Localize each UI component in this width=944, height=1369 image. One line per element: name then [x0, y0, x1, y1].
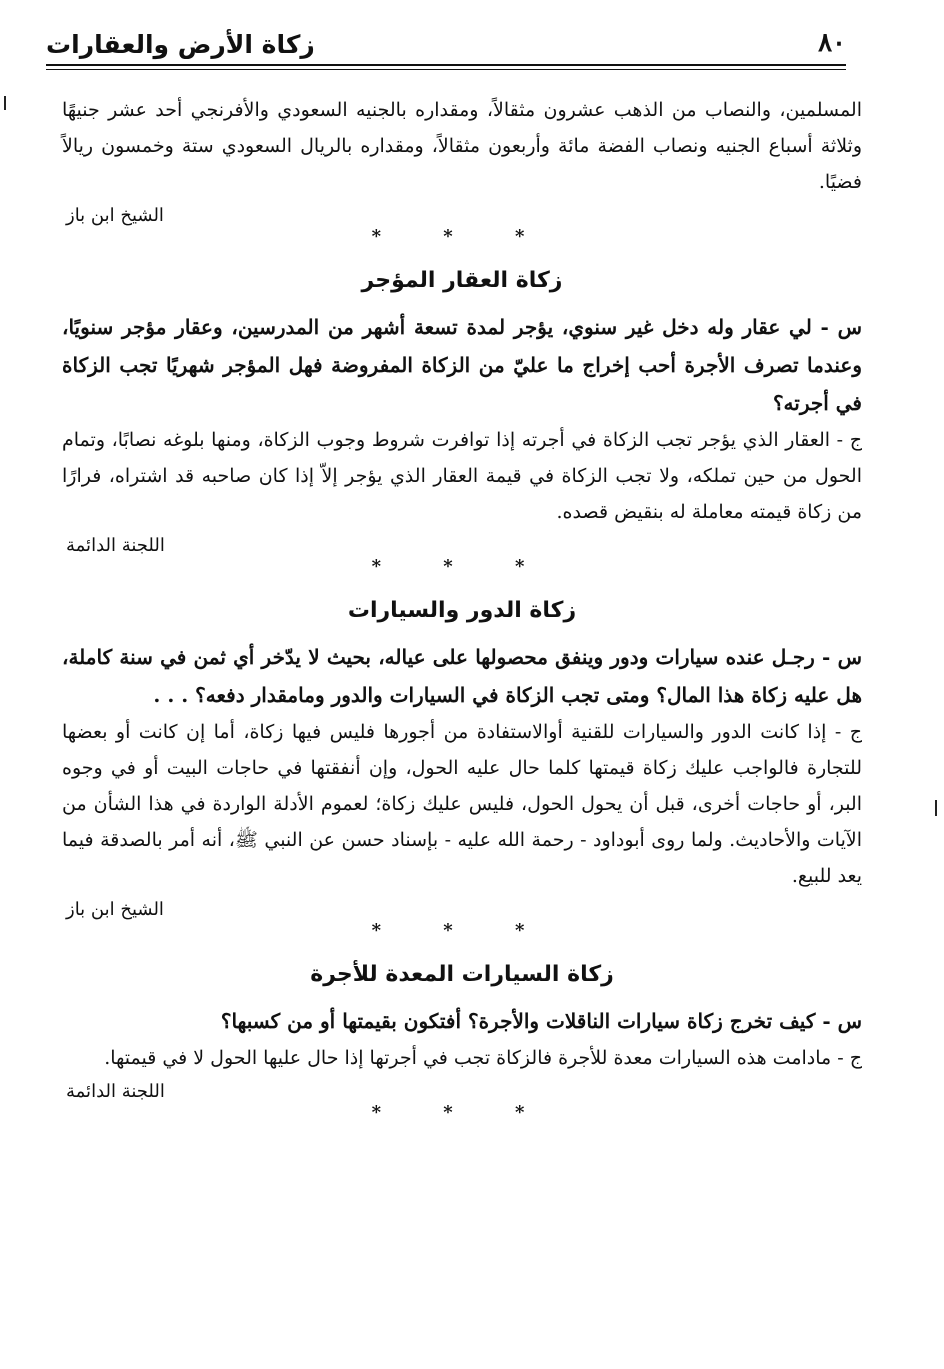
section-heading: زكاة الدور والسيارات: [347, 598, 577, 623]
answer-text: ج - العقار الذي يؤجر تجب الزكاة في أجرته إذا توافرت شروط وجوب الزكاة، ومنها بلوغه نصابًا، وتمام الحول من حين تملكه، ولا تجب الزكاة في قيمة العقار الذي يؤجر إلاّ إذا كان صاحبه قد اشتراه، فرارًا من زكاة قيمته معاملة له بنقيض قصده.: [62, 429, 862, 523]
scan-margin-mark: [935, 800, 937, 816]
scan-margin-mark: [4, 96, 6, 110]
page-body: [62, 92, 862, 1136]
answer-text: المسلمين، والنصاب من الذهب عشرون مثقالاً، ومقداره بالجنيه السعودي والأفرنجي أحد عشر جنيهًا وثلاثة أسباع الجنيه ونصاب الفضة مائة وأربعون مثقالاً، ومقداره بالريال السعودي ستة وخمسون ريالاً فضيًا.: [62, 99, 862, 193]
question-text: س - رجـل عنده سيارات ودور وينفق محصولها على عياله، بحيث لا يدّخر أي ثمن في سنة كاملة، هل عليه زكاة هذا المال؟ ومتى تجب الزكاة في السيارات والدور ومامقدار دفعه؟ . . .: [62, 645, 862, 707]
answer-text: ج - مادامت هذه السيارات معدة للأجرة فالزكاة تجب في أجرتها إذا حال عليها الحول لا في قيمتها.: [104, 1047, 862, 1069]
section-heading: زكاة العقار المؤجر: [361, 268, 563, 293]
section-separator: * * *: [371, 556, 553, 577]
section-separator: * * *: [371, 1102, 553, 1123]
section-rented-property: [62, 264, 862, 580]
source-attribution: الشيخ ابن باز: [66, 205, 164, 226]
section-rental-cars: [62, 958, 862, 1126]
section-separator: * * *: [371, 920, 553, 941]
page-number: ٨٠: [818, 28, 846, 58]
question-text: س - لي عقار وله دخل غير سنوي، يؤجر لمدة تسعة أشهر من المدرسين، وعقار مؤجر سنويًا، وعندما تصرف الأجرة أحب إخراج ما عليّ من الزكاة المفروضة فهل المؤجر شهريًا تجب الزكاة في أجرته؟: [62, 315, 862, 415]
running-title: زكاة الأرض والعقارات: [46, 30, 315, 59]
answer-text: ج - إذا كانت الدور والسيارات للقنية أوالاستفادة من أجورها فليس فيها زكاة، أما إن كانت أو بعضها للتجارة فالواجب عليك زكاة قيمتها كلما حال عليه الحول، وإن أنفقتها في حاجات البيت أو في وجوه البر، أو حاجات أخرى، قبل أن يحول الحول، فليس عليك زكاة؛ لعموم الأدلة الواردة في هذا الشأن من الآيات والأحاديث. ولما روى أبوداود - رحمة الله عليه - بإسناد حسن عن النبي ﷺ، أنه أمر بالصدقة فيما يعد للبيع.: [62, 721, 862, 887]
source-attribution: الشيخ ابن باز: [66, 899, 164, 920]
section-separator: * * *: [371, 226, 553, 247]
page-header: [46, 28, 846, 62]
header-rule-thin: [46, 69, 846, 70]
section-houses-cars: [62, 594, 862, 944]
source-attribution: اللجنة الدائمة: [66, 1081, 165, 1102]
source-attribution: اللجنة الدائمة: [66, 535, 165, 556]
section-continuation: [62, 92, 862, 250]
header-rule-thick: [46, 64, 846, 66]
question-text: س - كيف تخرج زكاة سيارات الناقلات والأجرة؟ أفتكون بقيمتها أو من كسبها؟: [220, 1009, 862, 1033]
section-heading: زكاة السيارات المعدة للأجرة: [310, 962, 614, 987]
